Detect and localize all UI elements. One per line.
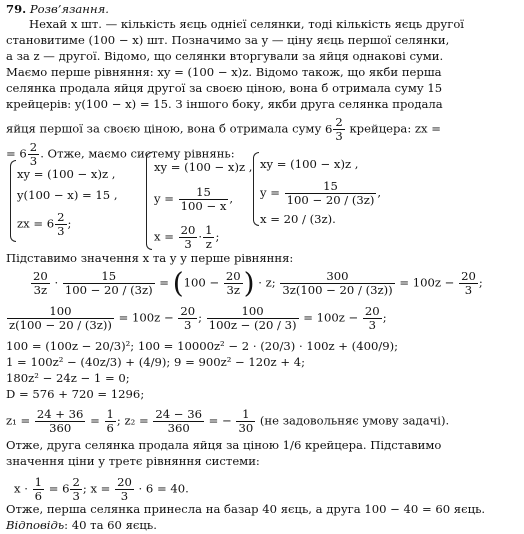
fraction [280,270,394,297]
system2-eq1: xy = (100 − x)z , [154,160,253,174]
equation-line: $\frac{20}{3z}$ · $\frac{15}{100 - 20 / (3z)}$ = (100 − $\frac{20}{3z}$ ) · z; $\frac{300}{3z(100 - 20 / (3z))}$ = 100z − $\frac{20}{3}$ ; [33,266,483,300]
system-brace [253,152,259,226]
text-span: яйця першої за своєю ціною, вона б отримала суму [6,121,322,136]
numerator: 2 [72,475,80,489]
fraction [224,270,243,297]
system2-eq3 [154,224,219,251]
fraction [236,408,255,435]
numerator: 15 [179,186,229,200]
system1-eq2: y(100 − x) = 15 , [17,188,118,202]
system-brace [10,160,16,242]
numerator: 1 [106,407,114,421]
denominator: 3 [29,154,38,168]
text-line: Отже, друга селянка продала яйця за ціною 1/6 крейцера. Підставимо [6,438,442,452]
numerator: 15 [63,270,155,284]
numerator: 1 [205,223,213,237]
denominator: 100 − 20 / (3z) [64,283,153,297]
whole-part: 6 [19,146,27,161]
fraction [63,270,155,297]
text-span: = 100z − [399,275,455,290]
denominator: 3z(100 − 20 / (3z)) [282,283,393,297]
answer-text: : 40 та 60 яєць. [64,518,157,532]
text-line: селянка продала яйця другої за своєю ціною, вона б отримала суму 15 [6,81,443,95]
fraction [55,211,66,238]
numerator: 24 + 36 [36,407,84,421]
fraction [153,408,204,435]
denominator: 100 − 20 / (3z) [286,193,375,207]
text-span: , [377,185,382,200]
numerator: 100 [207,305,299,319]
fraction [459,270,478,297]
denominator: 30 [238,421,254,435]
denominator: 3 [368,318,376,332]
equation-line: 100 = (100z − 20/3)²; 100 = 10000z² − 2 · (20/3) · 100z + (400/9); [6,339,399,353]
text-span: = 6 [48,481,70,496]
text-line: Маємо перше рівняння: xy = (100 − x)z. Відомо також, що якби перша [6,65,442,79]
fraction [31,270,50,297]
numerator: 20 [180,304,196,318]
fraction [363,305,382,332]
numerator: 100 [7,305,114,319]
denominator: 360 [49,421,72,435]
denominator: 3z [226,283,240,297]
denominator: 3z [33,283,48,297]
denominator: 3 [464,283,473,297]
denominator: 6 [34,489,42,503]
answer-line [6,518,157,532]
text-line: Підставимо значення x та y у перше рівняння: [6,251,294,265]
text-line: = 6 $\frac{2}{3}$ . Отже, маємо систему рівнянь: [6,140,235,168]
numerator: 15 [285,180,377,194]
fraction [105,408,116,435]
denominator: z [205,237,212,251]
fraction [70,476,81,503]
text-span: · 6 = 40. [138,481,189,496]
problem-heading [6,2,109,16]
text-span: zx = 6 [17,216,55,231]
text-span: · [198,229,203,244]
numerator: 20 [180,223,196,237]
fraction [28,141,39,168]
denominator: 3 [57,224,65,238]
numerator: 24 − 36 [155,407,202,421]
equation-line [6,408,449,435]
fraction [333,116,344,143]
text-span: = [90,413,100,428]
text-span: ; z₂ = [116,413,149,428]
denominator: 3 [335,129,343,143]
text-line: становитиме (100 − x) шт. Позначимо за y — ціну яєць першої селянки, [6,33,450,47]
text-span: крейцера: zx = [349,121,441,136]
denominator: 360 [167,421,190,435]
text-span: = 100z − [118,310,174,325]
problem-number: 79. [6,2,27,16]
equation-line [6,305,387,332]
fraction [35,408,86,435]
equation-line [14,476,189,503]
text-span: , [229,191,234,206]
numerator: 1 [34,475,42,489]
numerator: 2 [57,210,65,224]
numerator: 20 [364,304,380,318]
numerator: 1 [236,408,255,422]
whole-part: 6 [324,121,333,136]
denominator: 3 [120,489,129,503]
text-span: ; [215,229,220,244]
text-span: y = [154,191,174,206]
system2-eq2 [154,186,233,213]
system1-eq3 [17,211,71,238]
text-span: (не задовольняє умову задачі). [259,413,450,428]
text-line: Нехай x шт. — кількість яєць однієї селянки, тоді кількість яєць другої [29,17,465,31]
conclusion-line: Отже, перша селянка принесла на базар 40 яєць, а друга 100 − 40 = 60 яєць. [6,502,486,516]
denominator: 6 [106,421,114,435]
denominator: 3 [184,318,192,332]
text-span: = 100z − [303,310,359,325]
mixed-number [324,115,346,143]
system3-eq1: xy = (100 − x)z , [260,157,359,171]
fraction [285,180,377,207]
text-span: x = [154,229,174,244]
text-line: значення ціни у третє рівняння системи: [6,454,260,468]
text-span: · z; [258,275,276,290]
text-span: ; [478,275,483,290]
denominator: 3 [184,237,192,251]
fraction [178,305,197,332]
equation-line: D = 576 + 720 = 1296; [6,387,145,401]
system3-eq2 [260,180,381,207]
numerator: 20 [117,475,132,489]
fraction [207,305,299,332]
fraction [203,224,214,251]
denominator: 100z − (20 / 3) [208,318,297,332]
text-span: . Отже, маємо систему рівнянь: [40,146,235,161]
text-line: а за z — другої. Відомо, що селянки вторгували за яйця однакові суми. [6,49,444,63]
fraction [179,224,198,251]
fraction [179,186,229,213]
numerator: 300 [280,270,394,284]
text-span: z₁ = [6,413,31,428]
text-span: 100 − [183,275,220,290]
text-span: ; x = [82,481,111,496]
text-span: ; [198,310,203,325]
text-line [6,116,441,143]
text-span: = [159,275,170,290]
numerator: 20 [461,269,476,283]
answer-label: Відповідь [6,518,65,532]
denominator: 3 [72,489,80,503]
numerator: 2 [29,140,38,154]
text-span: ; [67,216,72,231]
text-span: = − [208,413,232,428]
denominator: 100 − x [180,199,227,213]
text-span: ; [382,310,387,325]
numerator: 2 [335,115,343,129]
text-span: · [54,275,59,290]
system3-eq3: x = 20 / (3z). [260,212,336,226]
numerator: 20 [225,269,241,283]
text-span: x · [14,481,28,496]
denominator: z(100 − 20 / (3z)) [9,318,112,332]
fraction [7,305,114,332]
fraction [33,476,44,503]
numerator: 20 [33,269,48,283]
text-span: y = [260,185,280,200]
equation-line: 180z² − 24z − 1 = 0; [6,371,130,385]
system1-eq1: xy = (100 − x)z , [17,167,116,181]
text-line: крейцерів: y(100 − x) = 15. З іншого боку, якби друга селянка продала [6,97,443,111]
problem-heading-text: Розв’язання. [29,2,109,16]
fraction [115,476,134,503]
system-brace [146,152,152,250]
equation-line: 1 = 100z² − (40z/3) + (4/9); 9 = 900z² − 120z + 4; [6,355,306,369]
